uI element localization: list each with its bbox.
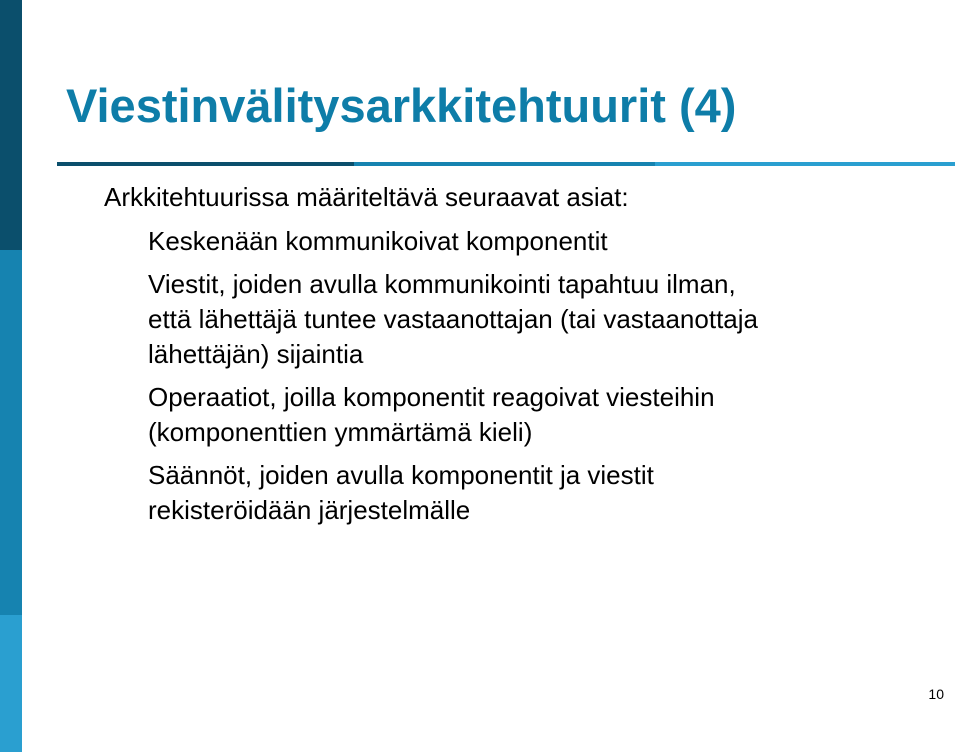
list-item-line: Säännöt, joiden avulla komponentit ja viestit	[148, 460, 654, 490]
bullet-list	[148, 224, 948, 536]
list-item	[148, 267, 948, 372]
list-item-line: Operaatiot, joilla komponentit reagoivat viesteihin	[148, 382, 715, 412]
left-accent-bar	[0, 0, 22, 752]
list-item-line: Viestit, joiden avulla kommunikointi tapahtuu ilman,	[148, 269, 736, 299]
list-item	[148, 458, 948, 528]
list-item-line: Keskenään kommunikoivat komponentit	[148, 226, 608, 256]
slide-title: Viestinvälitysarkkitehtuurit (4)	[66, 79, 737, 132]
accent-bar-segment-bottom	[0, 615, 22, 752]
accent-bar-segment-middle	[0, 250, 22, 615]
title-underline	[57, 162, 955, 166]
underline-segment-2	[354, 162, 655, 166]
list-item	[148, 380, 948, 450]
page-number: 10	[928, 686, 944, 702]
list-item-line: että lähettäjä tuntee vastaanottajan (tai vastaanottaja	[148, 304, 758, 334]
lead-text: Arkkitehtuurissa määriteltävä seuraavat asiat:	[104, 182, 629, 212]
accent-bar-segment-top	[0, 0, 22, 250]
list-item-line: rekisteröidään järjestelmälle	[148, 495, 471, 525]
list-item-line: lähettäjän) sijaintia	[148, 339, 364, 369]
list-item-line: (komponenttien ymmärtämä kieli)	[148, 417, 533, 447]
list-item	[148, 224, 948, 259]
underline-segment-1	[57, 162, 354, 166]
underline-segment-3	[655, 162, 955, 166]
